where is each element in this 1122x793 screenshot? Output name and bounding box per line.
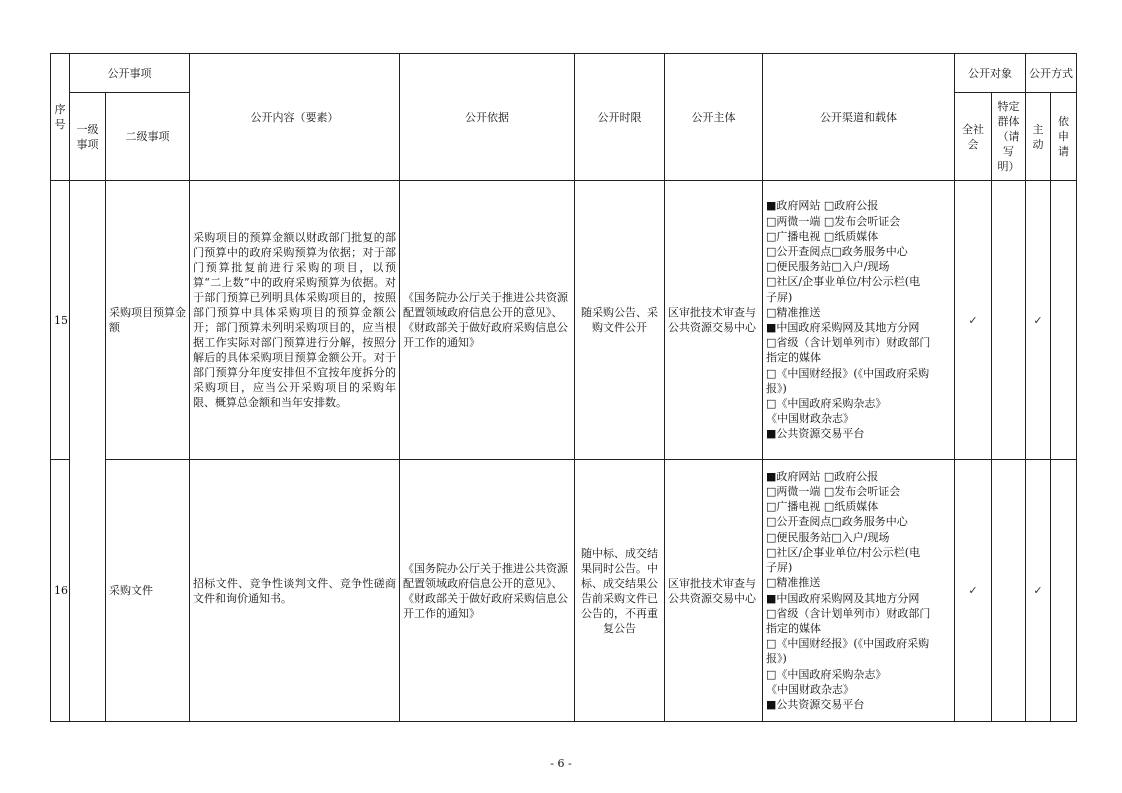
row-channel: [763, 460, 955, 722]
channel-line: □《中国财经报》(《中国政府采购: [766, 637, 930, 651]
header-content: 公开内容（要素）: [190, 54, 400, 181]
row-seq: 15: [51, 181, 70, 460]
table-row: [51, 460, 1077, 722]
row-basis: 《国务院办公厅关于推进公共资源配置领域政府信息公开的意见》、《财政部关于做好政府采购信息公开工作的通知》: [400, 181, 575, 460]
row-seq: 16: [51, 460, 70, 722]
row-all-society: ✓: [955, 460, 992, 722]
header-channel: 公开渠道和载体: [763, 54, 955, 181]
channel-line: □省级（含计划单列市）财政部门: [766, 336, 931, 350]
header-on-request: 依申请: [1051, 93, 1077, 181]
channel-line: □精准推送: [766, 576, 821, 590]
header-target: 公开对象: [955, 54, 1026, 93]
channel-line: □社区/企事业单位/村公示栏(电: [766, 275, 921, 289]
page-number: - 6 -: [550, 757, 572, 770]
row-level2: 采购文件: [106, 460, 190, 722]
row-subject: 区审批技术审查与公共资源交易中心: [665, 181, 763, 460]
row-specific-group: [992, 181, 1026, 460]
channel-line: □公开查阅点□政务服务中心: [766, 244, 908, 258]
header-level2: 二级事项: [106, 93, 190, 181]
row-content: 采购项目的预算金额以财政部门批复的部门预算中的政府采购预算为依据；对于部门预算批复前进行采购的项目，以预算“二上数”中的政府采购预算为依据。对于部门预算已列明具体采购项目的，按照部门预算中具体采购项目的预算金额公开；部门预算未列明采购项目的，应当根据工作实际对部门预算进行分解，按照分解后的具体采购项目预算金额公开。对于部门预算分年度安排但不宜按年度拆分的采购项目，应当公开采购项目的采购年限、概算总金额和当年安排数。: [190, 181, 400, 460]
channel-line: 子屏): [766, 561, 793, 575]
channel-line: 指定的媒体: [766, 351, 821, 365]
channel-line: ■公共资源交易平台: [766, 427, 865, 441]
row-level2: 采购项目预算金额: [106, 181, 190, 460]
header-specific-group: 特定群体（请写明）: [992, 93, 1026, 181]
header-subject: 公开主体: [665, 54, 763, 181]
row-channel: [763, 181, 955, 460]
channel-line: □便民服务站□入户/现场: [766, 260, 890, 274]
row-basis: 《国务院办公厅关于推进公共资源配置领域政府信息公开的意见》、《财政部关于做好政府采购信息公开工作的通知》: [400, 460, 575, 722]
channel-line: 指定的媒体: [766, 621, 821, 635]
header-all-society: 全社会: [955, 93, 992, 181]
row-subject: 区审批技术审查与公共资源交易中心: [665, 460, 763, 722]
header-level1: 一级事项: [70, 93, 106, 181]
channel-line: □广播电视 □纸质媒体: [766, 500, 879, 514]
channel-line: □《中国财经报》(《中国政府采购: [766, 366, 930, 380]
channel-line: □《中国政府采购杂志》: [766, 667, 887, 681]
row-level1: [70, 181, 106, 722]
disclosure-table: [50, 53, 1077, 722]
channel-line: 报》): [766, 381, 787, 395]
channel-line: □精准推送: [766, 305, 821, 319]
channel-line: □《中国政府采购杂志》: [766, 397, 887, 411]
table-row: [51, 181, 1077, 460]
channel-line: 《中国财政杂志》: [766, 682, 854, 696]
row-content: 招标文件、竞争性谈判文件、竞争性磋商文件和询价通知书。: [190, 460, 400, 722]
channel-line: □省级（含计划单列市）财政部门: [766, 606, 931, 620]
row-on-request: [1051, 181, 1077, 460]
channel-line: □两微一端 □发布会听证会: [766, 214, 901, 228]
channel-line: □广播电视 □纸质媒体: [766, 229, 879, 243]
header-active: 主动: [1026, 93, 1051, 181]
channel-line: ■中国政府采购网及其地方分网: [766, 321, 920, 334]
row-all-society: ✓: [955, 181, 992, 460]
row-active: ✓: [1026, 460, 1051, 722]
header-row-1: [51, 54, 1077, 93]
channel-line: □两微一端 □发布会听证会: [766, 485, 901, 499]
header-items: 公开事项: [70, 54, 190, 93]
row-active: ✓: [1026, 181, 1051, 460]
channel-line: 子屏): [766, 290, 793, 304]
header-seq: 序号: [51, 54, 70, 181]
channel-line: □公开查阅点□政务服务中心: [766, 515, 908, 529]
channel-line: ■中国政府采购网及其地方分网: [766, 591, 920, 605]
header-method: 公开方式: [1026, 54, 1077, 93]
row-specific-group: [992, 460, 1026, 722]
header-basis: 公开依据: [400, 54, 575, 181]
channel-line: ■公共资源交易平台: [766, 697, 865, 711]
header-time: 公开时限: [575, 54, 665, 181]
channel-line: 《中国财政杂志》: [766, 412, 854, 426]
channel-line: 报》): [766, 652, 787, 666]
row-time: 随中标、成交结果同时公告。中标、成交结果公告前采购文件已公告的，不再重复公告: [575, 460, 665, 722]
channel-line: □社区/企事业单位/村公示栏(电: [766, 545, 921, 559]
channel-line: □便民服务站□入户/现场: [766, 530, 890, 544]
row-on-request: [1051, 460, 1077, 722]
row-time: 随采购公告、采购文件公开: [575, 181, 665, 460]
channel-line: ■政府网站 □政府公报: [766, 469, 879, 483]
channel-line: ■政府网站 □政府公报: [766, 199, 879, 213]
